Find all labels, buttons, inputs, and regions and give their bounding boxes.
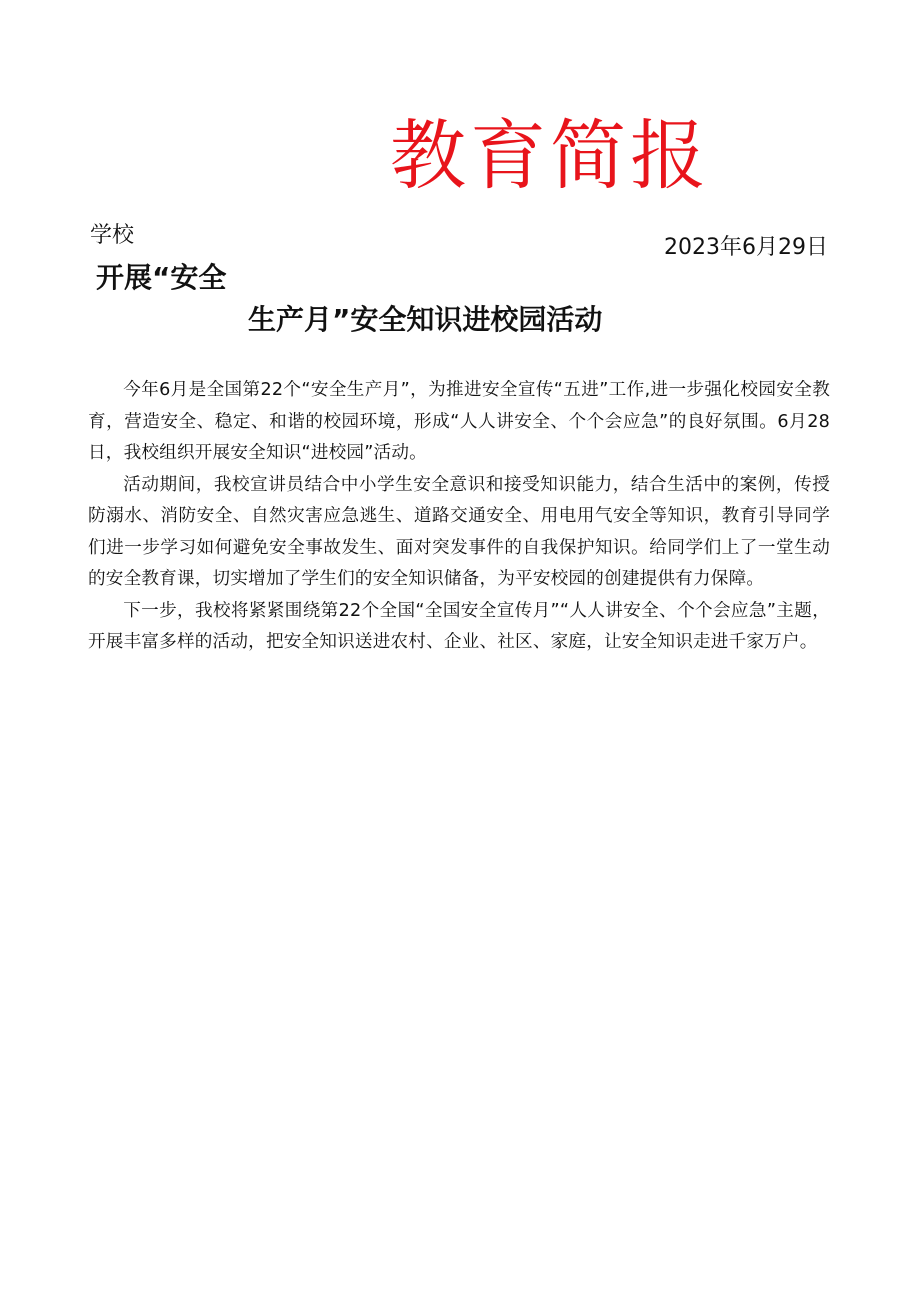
issue-date: 2023年6月29日: [664, 235, 828, 260]
newsletter-masthead: 教育简报: [390, 111, 710, 200]
headline-line-1: 开展“安全: [96, 261, 227, 294]
article-paragraph-2: 活动期间，我校宣讲员结合中小学生安全意识和接受知识能力，结合生活中的案例，传授防溺水、消防安全、自然灾害应急逃生、道路交通安全、用电用气安全等知识，教育引导同学们进一步学习如何避免安全事故发生、面对突发事件的自我保护知识。给同学们上了一堂生动的安全教育课，切实增加了学生们的安全知识储备，为平安校园的创建提供有力保障。: [88, 474, 830, 589]
school-label: 学校: [90, 223, 135, 248]
article-paragraph-3: 下一步，我校将紧紧围绕第22个全国“全国安全宣传月”“人人讲安全、个个会应急”主题，开展丰富多样的活动，把安全知识送进农村、企业、社区、家庭，让安全知识走进千家万户。: [88, 600, 830, 652]
headline-line-2: 生产月”安全知识进校园活动: [248, 303, 603, 336]
article-paragraph-1: 今年6月是全国第22个“安全生产月”，为推进安全宣传“五进”工作,进一步强化校园安全教育，营造安全、稳定、和谐的校园环境，形成“人人讲安全、个个会应急”的良好氛围。6月28日，我校组织开展安全知识“进校园”活动。: [88, 380, 830, 463]
article-body: [88, 375, 830, 659]
